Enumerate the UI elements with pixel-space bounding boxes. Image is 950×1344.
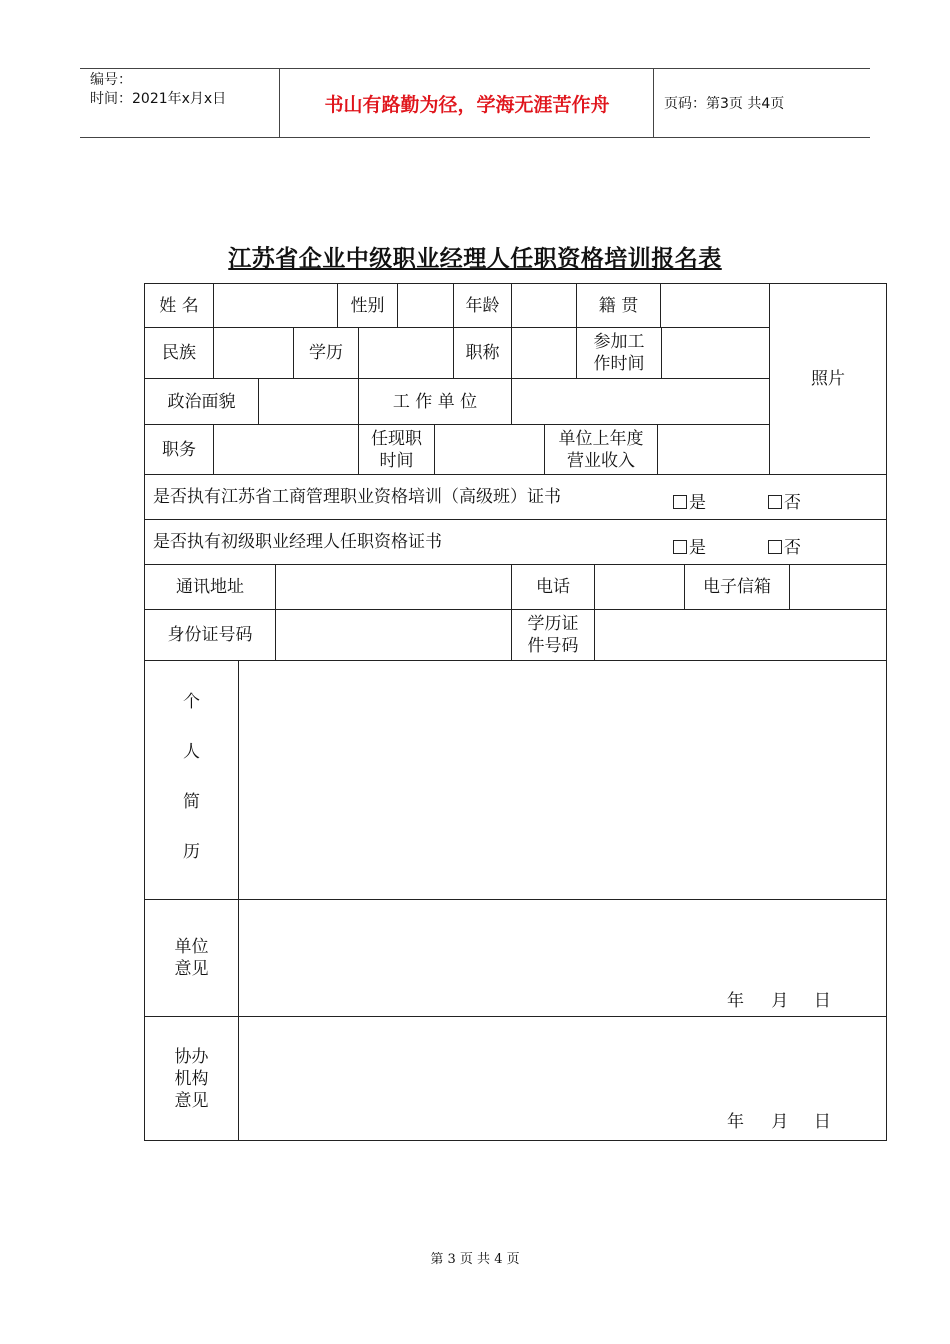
checkbox-icon[interactable]	[673, 495, 687, 509]
title-input[interactable]	[511, 327, 577, 379]
yes-label: 是	[689, 493, 706, 513]
header-page-label: 页码：第3页 共4页	[664, 96, 785, 112]
day-label: 日	[813, 991, 831, 1011]
date-label: 时间：2021年x月x日	[90, 91, 227, 107]
ethnicity-input[interactable]	[213, 327, 294, 379]
unit-opinion-date	[727, 986, 831, 1011]
work-start-label-line1: 参加工	[593, 332, 645, 352]
employer-input[interactable]	[511, 378, 770, 425]
email-label: 电子信箱	[684, 564, 790, 610]
diploma-number-input[interactable]	[594, 609, 887, 661]
diploma-number-label-line1: 学历证	[527, 614, 579, 634]
work-start-label-line2: 作时间	[593, 354, 645, 374]
id-number-label: 身份证号码	[144, 609, 276, 661]
position-label: 职务	[144, 424, 214, 475]
tenure-label	[358, 424, 435, 475]
address-input[interactable]	[275, 564, 512, 610]
unit-opinion-label-line1: 单位	[174, 937, 209, 957]
year-label: 年	[727, 991, 744, 1011]
position-input[interactable]	[213, 424, 359, 475]
gender-label: 性别	[337, 283, 398, 328]
photo-box[interactable]: 照片	[769, 283, 887, 475]
page-header	[80, 68, 870, 138]
resume-char-2: 人	[183, 742, 200, 762]
id-number-input[interactable]	[275, 609, 512, 661]
revenue-label-line2: 营业收入	[567, 450, 635, 471]
junior-cert-yes[interactable]	[673, 533, 706, 558]
year-label: 年	[727, 1112, 744, 1132]
resume-char-4: 历	[183, 842, 200, 862]
tenure-label-line2: 时间	[379, 450, 414, 471]
agency-opinion-date	[727, 1107, 831, 1132]
registration-form	[144, 283, 887, 1141]
agency-opinion-label	[144, 1016, 239, 1141]
origin-label: 籍 贯	[576, 283, 661, 328]
phone-label: 电话	[511, 564, 595, 610]
name-input[interactable]	[213, 283, 338, 328]
checkbox-icon[interactable]	[768, 495, 782, 509]
tenure-input[interactable]	[434, 424, 545, 475]
resume-char-3: 简	[183, 792, 200, 812]
resume-input[interactable]	[238, 660, 887, 900]
employer-label: 工 作 单 位	[358, 378, 512, 425]
phone-input[interactable]	[594, 564, 685, 610]
gender-input[interactable]	[397, 283, 454, 328]
day-label: 日	[813, 1112, 831, 1132]
diploma-number-label	[511, 609, 595, 661]
title-label: 职称	[453, 327, 512, 379]
revenue-label	[544, 424, 658, 475]
header-meta	[80, 69, 280, 137]
resume-label	[144, 660, 239, 900]
address-label: 通讯地址	[144, 564, 276, 610]
agency-opinion-label-line3: 意见	[174, 1090, 209, 1111]
resume-char-1: 个	[183, 692, 200, 712]
page-footer: 第 3 页 共 4 页	[430, 1252, 520, 1267]
month-label: 月	[771, 1112, 789, 1132]
work-start-label	[576, 327, 662, 379]
education-input[interactable]	[358, 327, 454, 379]
work-start-input[interactable]	[661, 327, 770, 379]
advanced-cert-no[interactable]	[768, 488, 801, 513]
age-input[interactable]	[511, 283, 577, 328]
origin-input[interactable]	[660, 283, 770, 328]
number-label: 编号：	[90, 72, 132, 88]
no-label: 否	[784, 493, 801, 513]
checkbox-icon[interactable]	[673, 540, 687, 554]
yes-label: 是	[689, 538, 706, 558]
form-title: 江苏省企业中级职业经理人任职资格培训报名表	[228, 246, 722, 272]
advanced-cert-yes[interactable]	[673, 488, 706, 513]
agency-opinion-label-line2: 机构	[174, 1068, 209, 1089]
revenue-input[interactable]	[657, 424, 770, 475]
unit-opinion-label	[144, 899, 239, 1017]
email-input[interactable]	[789, 564, 887, 610]
revenue-label-line1: 单位上年度	[558, 428, 644, 449]
month-label: 月	[771, 991, 789, 1011]
question-junior-cert: 是否执有初级职业经理人任职资格证书	[153, 532, 442, 552]
no-label: 否	[784, 538, 801, 558]
junior-cert-no[interactable]	[768, 533, 801, 558]
political-label: 政治面貌	[144, 378, 259, 425]
agency-opinion-label-line1: 协办	[174, 1046, 209, 1067]
question-advanced-cert: 是否执有江苏省工商管理职业资格培训（高级班）证书	[153, 487, 561, 507]
diploma-number-label-line2: 件号码	[527, 636, 579, 656]
name-label: 姓 名	[144, 283, 214, 328]
political-input[interactable]	[258, 378, 359, 425]
tenure-label-line1: 任现职	[371, 428, 422, 449]
ethnicity-label: 民族	[144, 327, 214, 379]
checkbox-icon[interactable]	[768, 540, 782, 554]
age-label: 年龄	[453, 283, 512, 328]
header-motto: 书山有路勤为径，学海无涯苦作舟	[281, 69, 654, 137]
education-label: 学历	[293, 327, 359, 379]
unit-opinion-label-line2: 意见	[174, 959, 209, 979]
